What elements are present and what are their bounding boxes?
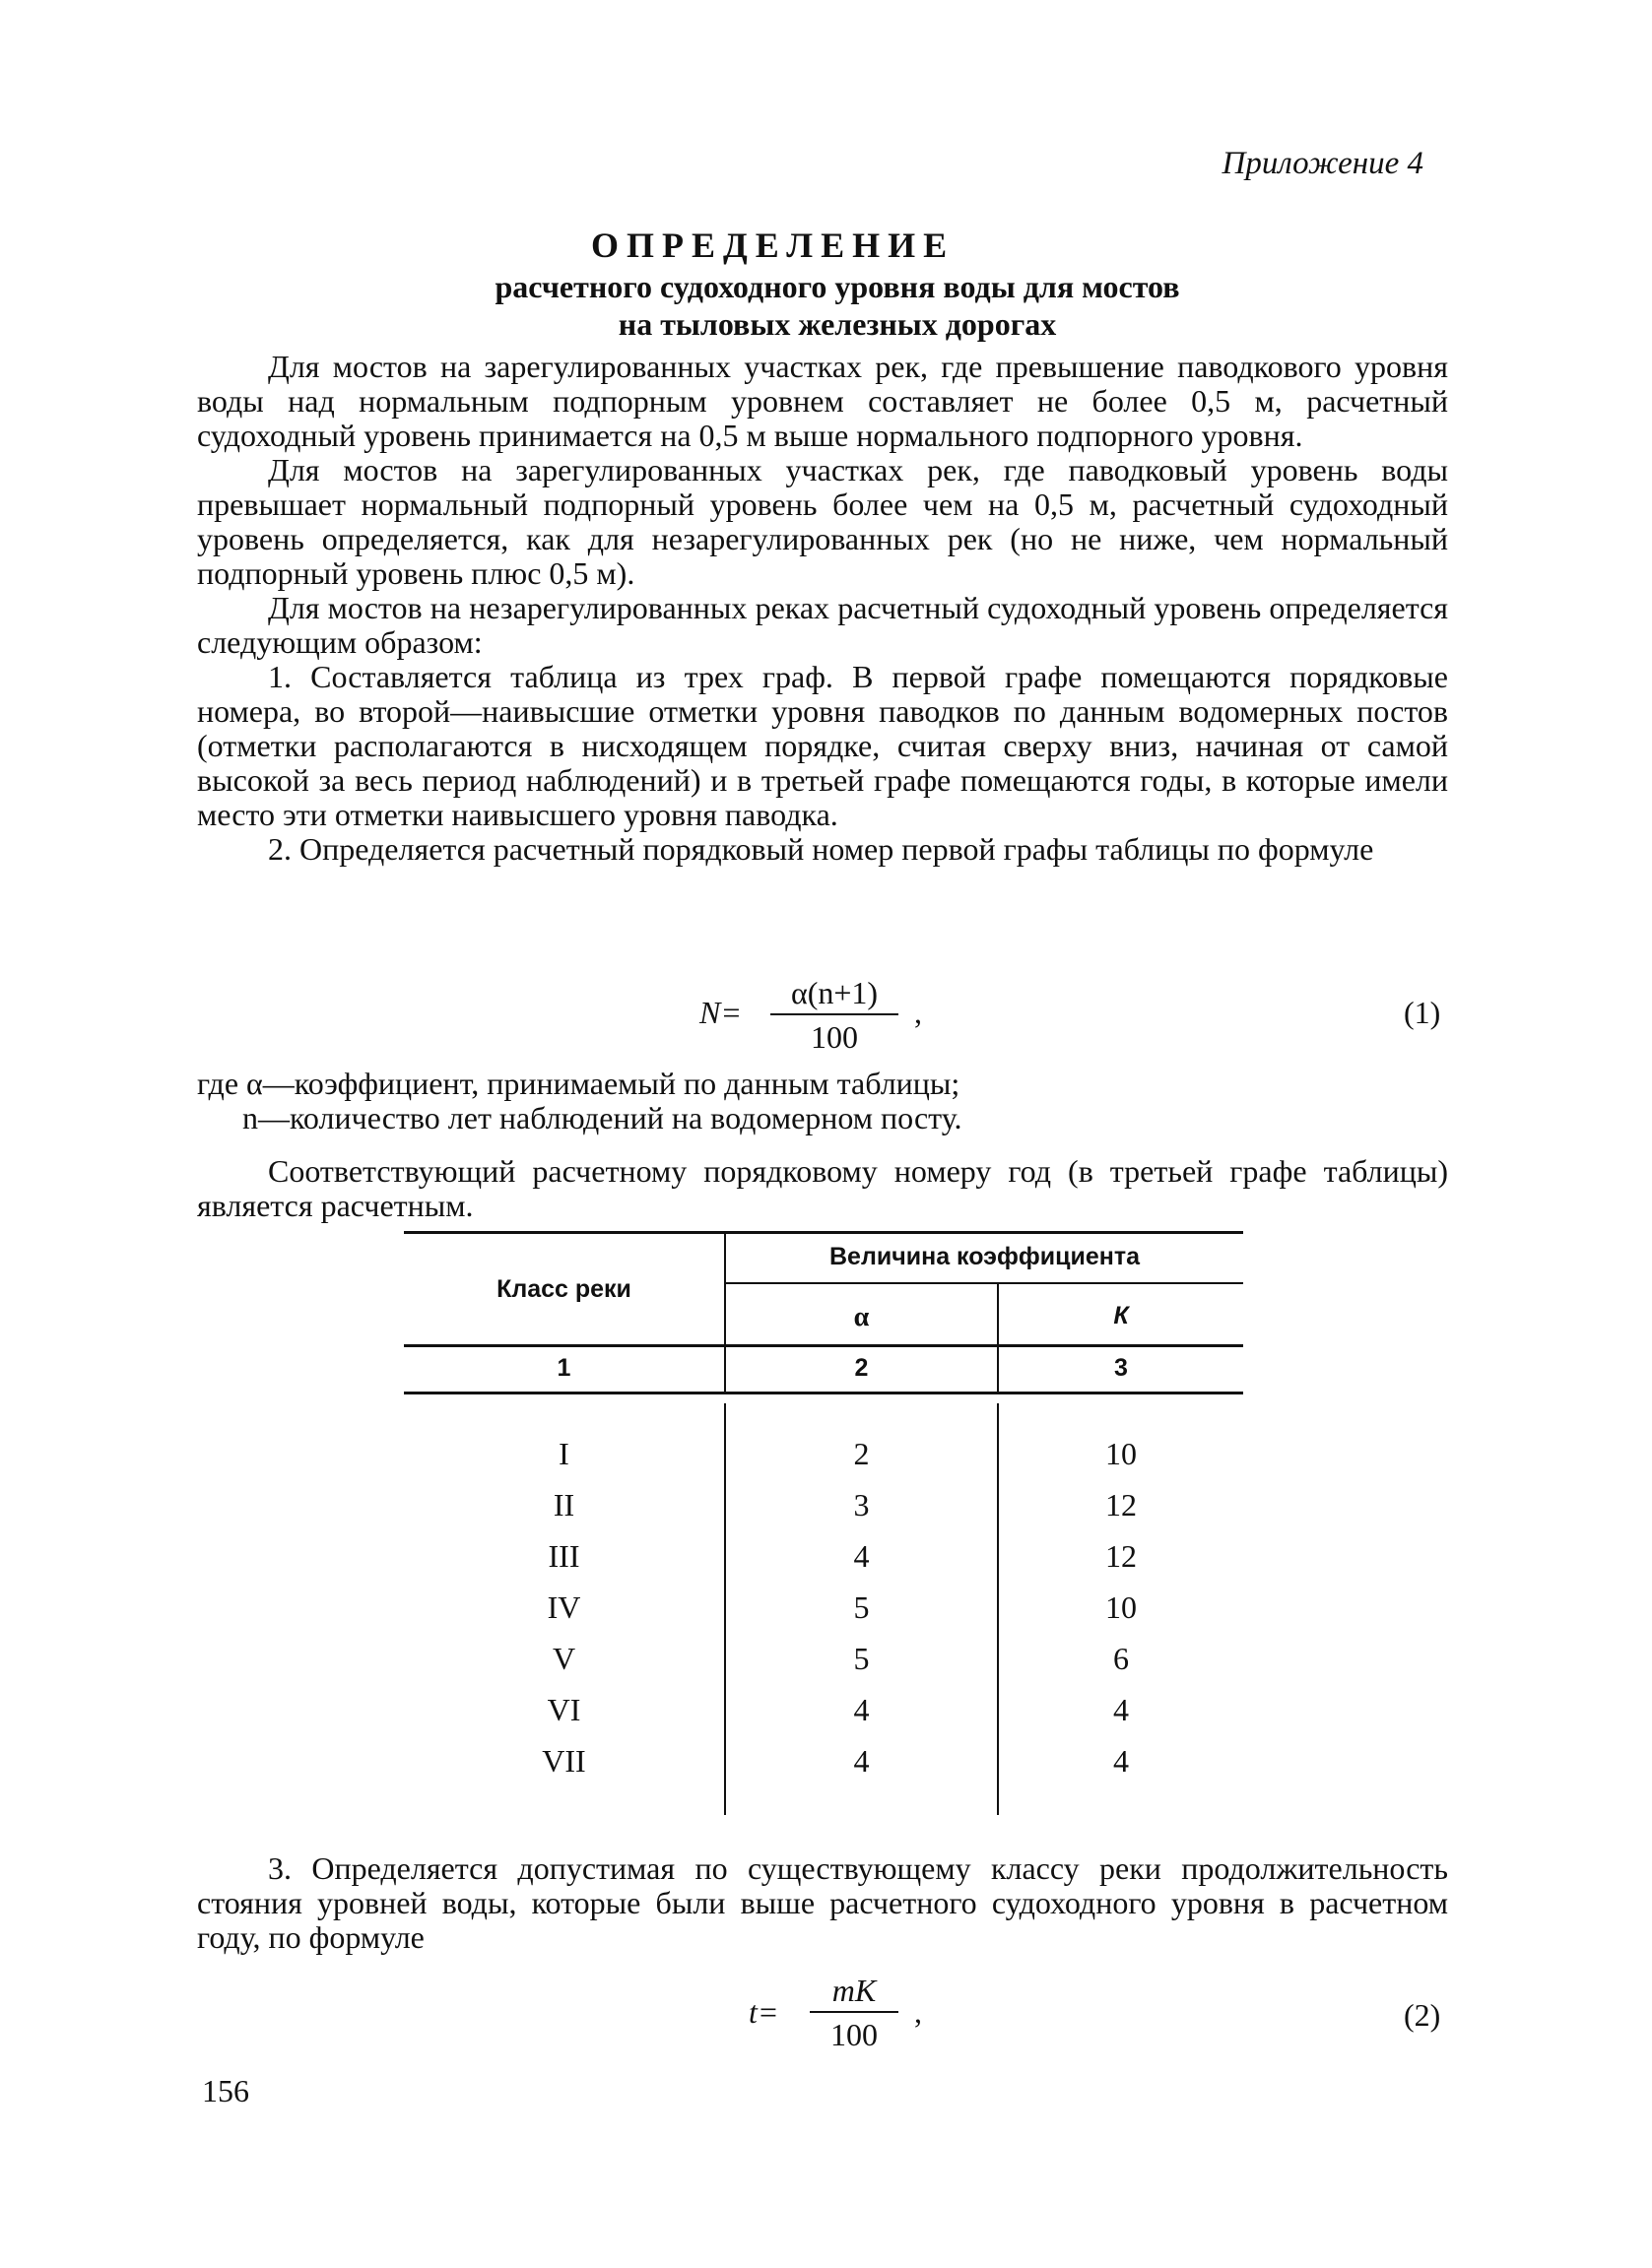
- appendix-label: Приложение 4: [1222, 146, 1423, 181]
- formula-1-comma: ,: [914, 995, 922, 1030]
- row-2-k: 12: [1105, 1487, 1137, 1523]
- formula-2-fraction: [810, 1973, 898, 2053]
- subtitle-line-2: на тыловых железных дорогах: [618, 306, 1057, 342]
- header-alpha: α: [853, 1302, 870, 1332]
- row-6-k: 4: [1113, 1692, 1129, 1727]
- column-number-2: 2: [854, 1354, 869, 1382]
- formula-1-numerator: α(n+1): [770, 975, 898, 1015]
- page-number: 156: [202, 2073, 249, 2108]
- body-text-block-2: [197, 1154, 1448, 1223]
- header-river-class: Класс реки: [496, 1275, 631, 1303]
- row-5-alpha: 5: [853, 1641, 870, 1676]
- column-number-3: 3: [1114, 1354, 1128, 1382]
- row-2-class: II: [553, 1487, 575, 1523]
- row-6-alpha: 4: [853, 1692, 870, 1727]
- paragraph-4: 1. Составляется таблица из трех граф. В первой графе помещаются порядковые номера, во второй—наивысшие отметки уровня паводков по данным водомерных постов (отметки располагаются в нисходящем порядке, считая сверху вниз, начиная от самой высокой за весь период наблюдений) и в третьей графе помещаются годы, в которые имели место эти отметки наивысшего уровня паводка.: [197, 659, 1448, 832]
- paragraph-7: 3. Определяется допустимая по существующему классу реки продолжительность стояния уровней воды, которые были выше расчетного судоходного уровня в расчетном году, по формуле: [197, 1850, 1448, 1955]
- column-number-1: 1: [557, 1354, 571, 1382]
- paragraph-5: 2. Определяется расчетный порядковый номер первой графы таблицы по формуле: [268, 831, 1374, 867]
- formula-1-legend: [197, 1067, 1448, 1135]
- row-6-class: VI: [547, 1692, 581, 1727]
- table-header-rule: [404, 1344, 1243, 1347]
- paragraph-1: Для мостов на зарегулированных участках рек, где превышение паводкового уровня воды над нормальным подпорным уровнем составляет не более 0,5 м, расчетный судоходный уровень принимается на 0,5 м выше нормального подпорного уровня.: [197, 349, 1448, 453]
- formula-1-denominator: 100: [811, 1019, 858, 1055]
- table-number-rule: [404, 1392, 1243, 1394]
- row-5-class: V: [552, 1641, 576, 1676]
- body-text-block-1: [197, 350, 1448, 867]
- row-7-class: VII: [542, 1743, 586, 1779]
- formula-1-fraction: [770, 975, 898, 1056]
- document-title: ОПРЕДЕЛЕНИЕ: [591, 226, 956, 265]
- paragraph-2: Для мостов на зарегулированных участках рек, где паводковый уровень воды превышает нормальный подпорный уровень более чем на 0,5 м, расчетный судоходный уровень определяется, как для незарегулированных рек (но не ниже, чем нормальный подпорный уровень плюс 0,5 м).: [197, 452, 1448, 591]
- header-k: К: [1113, 1302, 1129, 1329]
- legend-n: n—количество лет наблюдений на водомерном посту.: [242, 1100, 962, 1135]
- row-1-k: 10: [1105, 1436, 1137, 1471]
- row-7-alpha: 4: [853, 1743, 870, 1779]
- row-4-k: 10: [1105, 1589, 1137, 1625]
- formula-1-number: (1): [1404, 995, 1441, 1030]
- row-1-alpha: 2: [853, 1436, 870, 1471]
- paragraph-6: Соответствующий расчетному порядковому номеру год (в третьей графе таблицы) является расчетным.: [197, 1153, 1448, 1223]
- row-3-class: III: [548, 1538, 580, 1574]
- coefficient-table: [404, 1231, 1243, 1817]
- row-4-alpha: 5: [853, 1589, 870, 1625]
- row-1-class: I: [559, 1436, 569, 1471]
- row-4-class: IV: [547, 1589, 581, 1625]
- formula-2-numerator: mK: [810, 1973, 898, 2013]
- table-top-rule: [404, 1231, 1243, 1234]
- body-text-block-3: [197, 1851, 1448, 1955]
- formula-2-comma: ,: [914, 1994, 922, 2030]
- formula-2-lhs: t=: [749, 1994, 779, 2030]
- row-2-alpha: 3: [853, 1487, 870, 1523]
- row-3-alpha: 4: [853, 1538, 870, 1574]
- row-3-k: 12: [1105, 1538, 1137, 1574]
- header-coefficient-group: Величина коэффициента: [829, 1243, 1140, 1270]
- formula-1-lhs: N=: [699, 995, 742, 1030]
- row-5-k: 6: [1113, 1641, 1129, 1676]
- table-group-rule: [724, 1282, 1243, 1284]
- row-7-k: 4: [1113, 1743, 1129, 1779]
- formula-2-denominator: 100: [830, 2017, 878, 2052]
- legend-alpha: где α—коэффициент, принимаемый по данным таблицы;: [197, 1066, 960, 1101]
- subtitle-line-1: расчетного судоходного уровня воды для мостов: [495, 269, 1180, 304]
- paragraph-3: Для мостов на незарегулированных реках расчетный судоходный уровень определяется следующим образом:: [197, 590, 1448, 660]
- document-subtitle: [345, 268, 1330, 343]
- formula-2-number: (2): [1404, 1997, 1441, 2033]
